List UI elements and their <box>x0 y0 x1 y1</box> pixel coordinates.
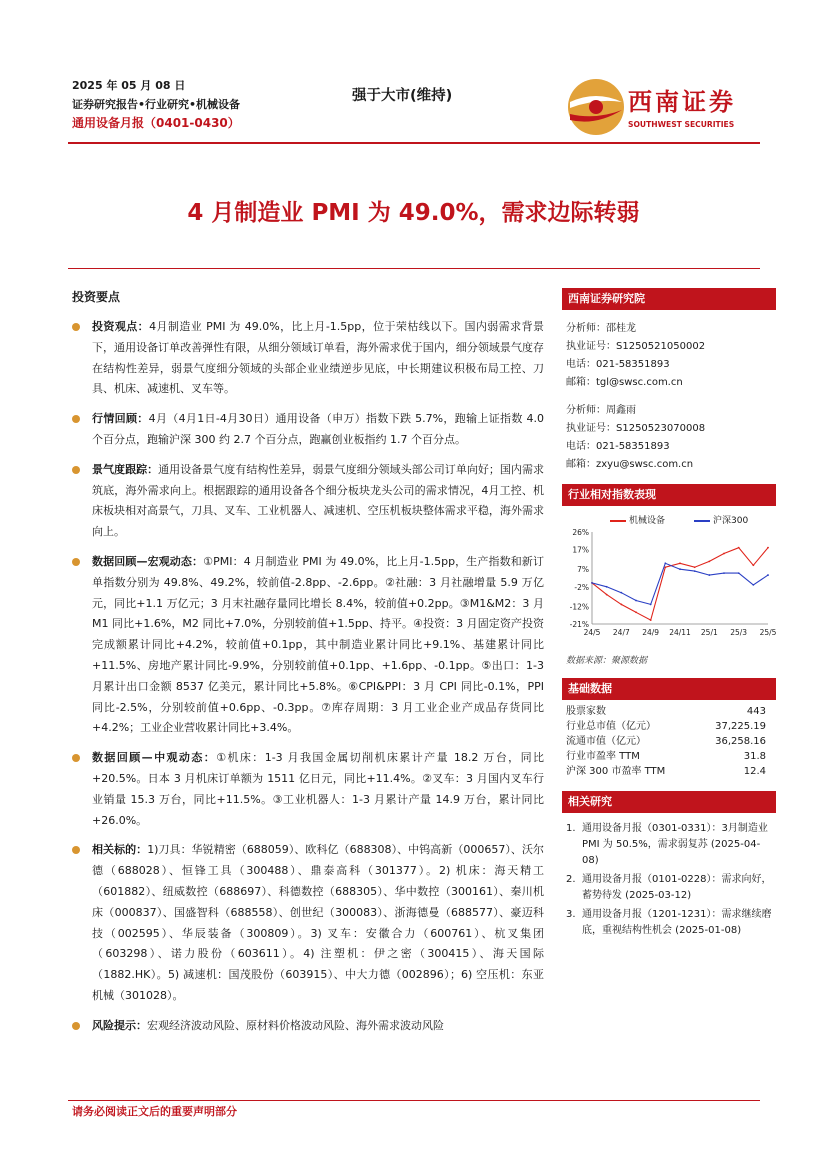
bullet-dot-icon <box>72 846 80 854</box>
series-1-point <box>620 604 622 606</box>
series-2-point <box>664 562 666 564</box>
investment-heading: 投资要点 <box>72 290 121 304</box>
bullet-dot-icon <box>72 1022 80 1030</box>
bullet-text: 4月（4月1日-4月30日）通用设备（申万）指数下跌 5.7%，跑输上证指数 4.0 个百分点，跑输沪深 300 约 2.7 个百分点，跑赢创业板指约 1.7 个百分点。 <box>92 412 544 446</box>
series-2-point <box>620 592 622 594</box>
y-tick-label: -2% <box>574 582 589 592</box>
x-tick-label: 25/3 <box>730 628 748 637</box>
bullet-dot-icon <box>72 754 80 762</box>
bullet-dot-icon <box>72 558 80 566</box>
series-2-point <box>694 570 696 572</box>
series-1-point <box>767 547 769 549</box>
analyst-2-phone: 电话：021-58351893 <box>566 441 670 452</box>
basics-value: 36,258.16 <box>715 736 766 747</box>
series-2-point <box>723 572 725 574</box>
related-number: 3. <box>566 909 576 920</box>
legend-label-1: 机械设备 <box>629 516 666 526</box>
x-tick-label: 24/11 <box>669 628 691 637</box>
analyst-1-cert: 执业证号：S1250521050002 <box>566 341 706 352</box>
basics-value: 31.8 <box>743 751 766 762</box>
series-1-point <box>635 611 637 613</box>
bullet-list <box>72 317 544 1037</box>
bullet-label: 数据回顾—中观动态： <box>92 751 217 765</box>
analyst-1-email[interactable]: 邮箱：tgl@swsc.com.cn <box>566 377 683 388</box>
related-item[interactable] <box>566 821 776 869</box>
basics-key: 行业市盈率 TTM <box>566 751 640 762</box>
legend-item-1 <box>610 513 665 526</box>
series-2-point <box>606 586 608 588</box>
bullet-label: 相关标的： <box>92 843 148 857</box>
investment-bullet <box>72 409 544 451</box>
company-logo <box>566 76 766 138</box>
basics-row <box>562 749 776 764</box>
y-tick-label: -12% <box>569 602 589 612</box>
sidebar <box>562 288 776 942</box>
report-date: 2025 年 05 月 08 日 <box>72 79 186 92</box>
analyst-2-cert: 执业证号：S1250523070008 <box>566 423 706 434</box>
bullet-label: 风险提示： <box>92 1018 147 1032</box>
related-number: 2. <box>566 874 576 885</box>
basics-row <box>562 704 776 719</box>
series-2-point <box>679 568 681 570</box>
related-number: 1. <box>566 823 576 834</box>
series-2-point <box>650 604 652 606</box>
basics-table <box>562 704 776 779</box>
footer-disclaimer: 请务必阅读正文后的重要声明部分 <box>72 1105 237 1118</box>
series-1-point <box>679 562 681 564</box>
legend-label-2: 沪深300 <box>713 516 749 526</box>
series-1-point <box>723 553 725 555</box>
rating: 强于大市(维持) <box>352 88 453 104</box>
series-2-point <box>752 584 754 586</box>
series-2-point <box>591 582 593 584</box>
logo-emblem-icon <box>566 76 626 138</box>
related-title: 通用设备月报（0301-0331）：3月制造业 PMI 为 50.5%，需求弱复苏 (2025-04-08) <box>582 823 768 866</box>
basics-value: 37,225.19 <box>715 721 766 732</box>
bullet-dot-icon <box>72 466 80 474</box>
research-heading: 西南证券研究院 <box>562 288 776 310</box>
series-line-1 <box>592 548 768 620</box>
investment-highlights <box>72 288 544 1046</box>
report-series: 通用设备月报（0401-0430） <box>72 116 240 130</box>
x-tick-label: 25/5 <box>759 628 776 637</box>
analyst-info <box>562 320 776 474</box>
basics-row <box>562 764 776 779</box>
bullet-label: 行情回顾： <box>92 412 149 426</box>
basics-key: 股票家数 <box>566 706 606 717</box>
bullet-dot-icon <box>72 415 80 423</box>
basics-key: 行业总市值（亿元） <box>566 721 656 732</box>
report-title: 4 月制造业 PMI 为 49.0%，需求边际转弱 <box>187 200 640 226</box>
x-tick-label: 24/7 <box>612 628 630 637</box>
series-1-point <box>650 619 652 621</box>
related-title: 通用设备月报（0101-0228）：需求向好，蓄势待发 (2025-03-12) <box>582 874 772 901</box>
bullet-text: 1)刀具：华锐精密（688059）、欧科亿（688308）、中钨高新（000657）、沃尔德（688028）、恒锋工具（300488）、鼎泰高科（301377）。2) 机床：海天精工（601882）、纽威数控（688697）、科德数控（688305）、华中数控（300161）、秦川机床（000837）、国盛智科（688558）、创世纪（300083）、浙海德曼（688577）、豪迈科技（002595）、华辰装备（300809）。3) 叉车：安徽合力（600761）、杭叉集团（603298）、诺力股份（603611）。4) 注塑机：伊之密（300415）、海天国际（1882.HK）。5) 减速机：国茂股份（603915）、中大力德（002896）；6) 空压机：东亚机械（301028）。 <box>92 843 544 1002</box>
series-1-point <box>738 547 740 549</box>
basics-row <box>562 719 776 734</box>
basics-value: 12.4 <box>743 766 766 777</box>
x-tick-label: 25/1 <box>700 628 718 637</box>
title-divider <box>68 268 760 269</box>
investment-bullet <box>72 1016 544 1037</box>
legend-item-2 <box>694 513 748 526</box>
logo-text-en: SOUTHWEST SECURITIES <box>628 120 735 129</box>
bullet-label: 投资观点： <box>92 320 150 333</box>
logo-text-cn: 西南证券 <box>628 87 736 116</box>
bullet-text: 4月制造业 PMI 为 49.0%，比上月-1.5pp，位于荣枯线以下。国内弱需求背景下，通用设备订单改善弹性有限，从细分领域订单看，海外需求优于国内，细分领域景气度存在结构性差异，弱景气度细分领域的头部企业业绩逆步见底，中长期建议积极布局工控、刀具、机床、减速机、叉车等。 <box>92 320 544 396</box>
investment-bullet <box>72 840 544 1006</box>
x-tick-label: 24/9 <box>642 628 660 637</box>
related-item[interactable] <box>566 872 776 904</box>
bullet-text: 宏观经济波动风险、原材料价格波动风险、海外需求波动风险 <box>147 1018 444 1032</box>
related-title: 通用设备月报（1201-1231）：需求继续磨底，重视结构性机会 (2025-01-08) <box>582 909 772 936</box>
chart-source: 数据来源：聚源数据 <box>566 656 648 666</box>
basics-value: 443 <box>746 706 766 717</box>
basics-key: 流通市值（亿元） <box>566 736 646 747</box>
x-tick-label: 24/5 <box>583 628 601 637</box>
footer-divider <box>68 1100 760 1101</box>
series-2-point <box>767 574 769 576</box>
bullet-label: 数据回顾—宏观动态： <box>92 554 204 568</box>
analyst-2-email[interactable]: 邮箱：zxyu@swsc.com.cn <box>566 459 694 470</box>
investment-bullet <box>72 552 544 739</box>
y-tick-label: 17% <box>572 545 589 555</box>
analyst-2-name: 分析师：周鑫雨 <box>566 405 636 416</box>
series-2-point <box>635 600 637 602</box>
report-category: 证券研究报告•行业研究•机械设备 <box>72 98 241 111</box>
basics-heading: 基础数据 <box>562 678 776 700</box>
investment-bullet <box>72 317 544 400</box>
bullet-text: ①PMI：4 月制造业 PMI 为 49.0%，比上月-1.5pp，生产指数和新订单指数分别为 49.8%、49.2%，较前值-2.8pp、-2.6pp。②社融：3 月社融增量 5.9 万亿元，同比+1.1 万亿元；3 月末社融存量同比增长 8.4%，较前值+0.2pp。③M1&M2：3 月 M1 同比+1.6%，M2 同比+7.0%，分别较前值+1.5pp、持平。④投资：3 月固定资产投资完成额累计同比+4.2%，较前值+0.1pp，其中制造业累计同比+9.1%、基建累计同比+11.5%、房地产累计同比-9.9%，分别较前值+0.1pp、+1.6pp、-0.1pp。⑤出口：1-3 月累计出口金额 8537 亿美元，累计同比+5.8%。⑥CPI&PPI：3 月 CPI 同比-0.1%，PPI 同比-2.5%，分别较前值+0.6pp、-0.3pp。⑦库存周期：3 月工业企业产成品存货同比+4.2%；工业企业营收累计同比+3.4%。 <box>92 554 544 735</box>
bullet-label: 景气度跟踪： <box>92 462 159 476</box>
analyst-1-phone: 电话：021-58351893 <box>566 359 670 370</box>
series-1-point <box>752 564 754 566</box>
bullet-text: ①机床：1-3 月我国金属切削机床累计产量 18.2 万台，同比+20.5%。日本 3 月机床订单额为 1511 亿日元，同比+11.4%。②叉车：3 月国内叉车行业销量 15.3 万台，同比+11.5%。③工业机器人：1-3 月累计产量 14.9 万台，累计同比+26.0%。 <box>92 751 545 827</box>
series-2-point <box>738 572 740 574</box>
chart-legend <box>562 512 776 526</box>
y-tick-label: 26% <box>572 528 589 537</box>
basics-row <box>562 734 776 749</box>
report-header-meta <box>72 76 240 133</box>
series-1-point <box>606 594 608 596</box>
related-heading: 相关研究 <box>562 791 776 813</box>
related-list <box>562 821 776 939</box>
bullet-dot-icon <box>72 323 80 331</box>
index-chart-heading: 行业相对指数表现 <box>562 484 776 506</box>
basics-key: 沪深 300 市盈率 TTM <box>566 766 666 777</box>
relative-index-chart <box>562 526 776 646</box>
y-tick-label: 7% <box>577 565 589 575</box>
series-1-point <box>708 560 710 562</box>
related-item[interactable] <box>566 907 776 939</box>
bullet-text: 通用设备景气度有结构性差异，弱景气度细分领域头部公司订单向好；国内需求筑底，海外需求向上。根据跟踪的通用设备各个细分板块龙头公司的需求情况，4月工控、机床板块相对高景气，刀具、叉车、工业机器人、减速机、空压机板块整体需求平稳，海外需求向上。 <box>92 462 545 539</box>
header-divider <box>68 142 760 144</box>
analyst-1-name: 分析师：邵桂龙 <box>566 323 636 334</box>
investment-bullet <box>72 460 544 543</box>
series-1-point <box>694 566 696 568</box>
series-2-point <box>708 574 710 576</box>
y-tick-label: -21% <box>569 620 589 629</box>
investment-bullet <box>72 748 544 831</box>
